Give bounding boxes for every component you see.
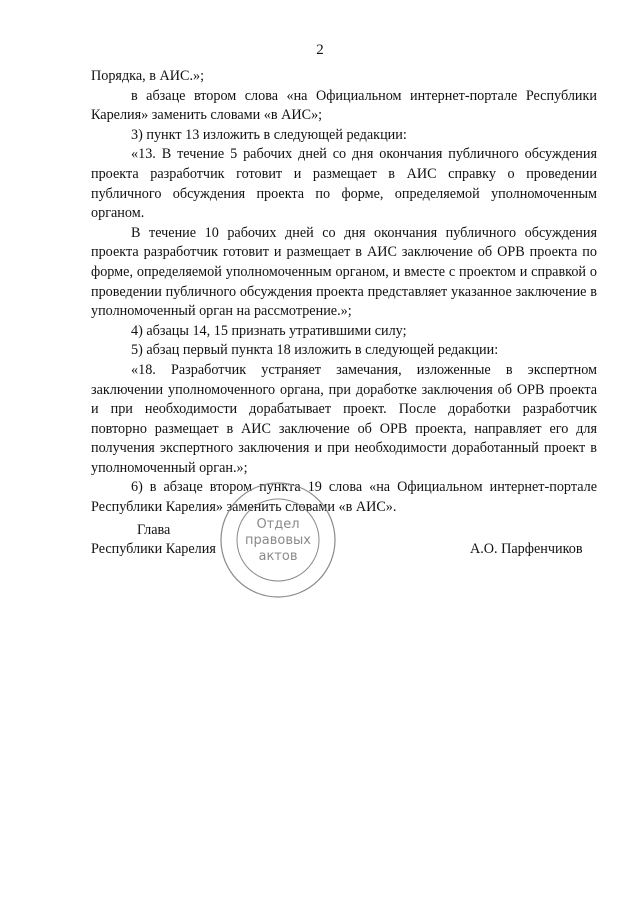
paragraph: 3) пункт 13 изложить в следующей редакции: — [131, 126, 407, 143]
paragraph: в абзаце втором слова «на Официальном интернет-портале Республики Карелия» заменить словами «в АИС»; — [91, 87, 597, 124]
paragraph: 5) абзац первый пункта 18 изложить в следующей редакции: — [131, 342, 499, 359]
paragraph: 4) абзацы 14, 15 признать утратившими силу; — [131, 322, 407, 339]
legal-department-stamp — [218, 480, 338, 600]
signatory-organization: Республики Карелия — [91, 541, 216, 557]
signatory-name: А.О. Парфенчиков — [470, 541, 583, 557]
document-body — [91, 67, 597, 518]
page-number: 2 — [316, 42, 324, 58]
paragraph: «13. В течение 5 рабочих дней со дня окончания публичного обсуждения проекта разработчик готовит и размещает в АИС справку о проведении публичного обсуждения проекта по форме, определяемой уполномоченным органом. — [91, 146, 597, 222]
signatory-title: Глава — [137, 522, 171, 538]
paragraph: В течение 10 рабочих дней со дня окончания публичного обсуждения проекта разработчик готовит и размещает в АИС заключение об ОРВ проекта по форме, определяемой уполномоченным органом, и вместе с проектом и справкой о проведении публичного обсуждения проекта представляет указанное заключение в уполномоченный орган на рассмотрение.»; — [91, 224, 597, 320]
stamp-line: правовых — [245, 533, 311, 548]
stamp-line: актов — [258, 549, 298, 564]
paragraph: Порядка, в АИС.»; — [91, 68, 205, 84]
stamp-line: Отдел — [256, 517, 300, 532]
paragraph: 6) в абзаце втором пункта 19 слова «на Официальном интернет-портале Республики Карелия» заменить словами «в АИС». — [91, 479, 597, 516]
paragraph: «18. Разработчик устраняет замечания, изложенные в экспертном заключении уполномоченного органа, при доработке заключения об ОРВ проекта и при необходимости дорабатывает проект. После доработки разработчик повторно размещает в АИС заключение об ОРВ проекта, направляет его для получения экспертного заключения и при необходимости доработанный проект в уполномоченный орган.»; — [91, 361, 597, 476]
